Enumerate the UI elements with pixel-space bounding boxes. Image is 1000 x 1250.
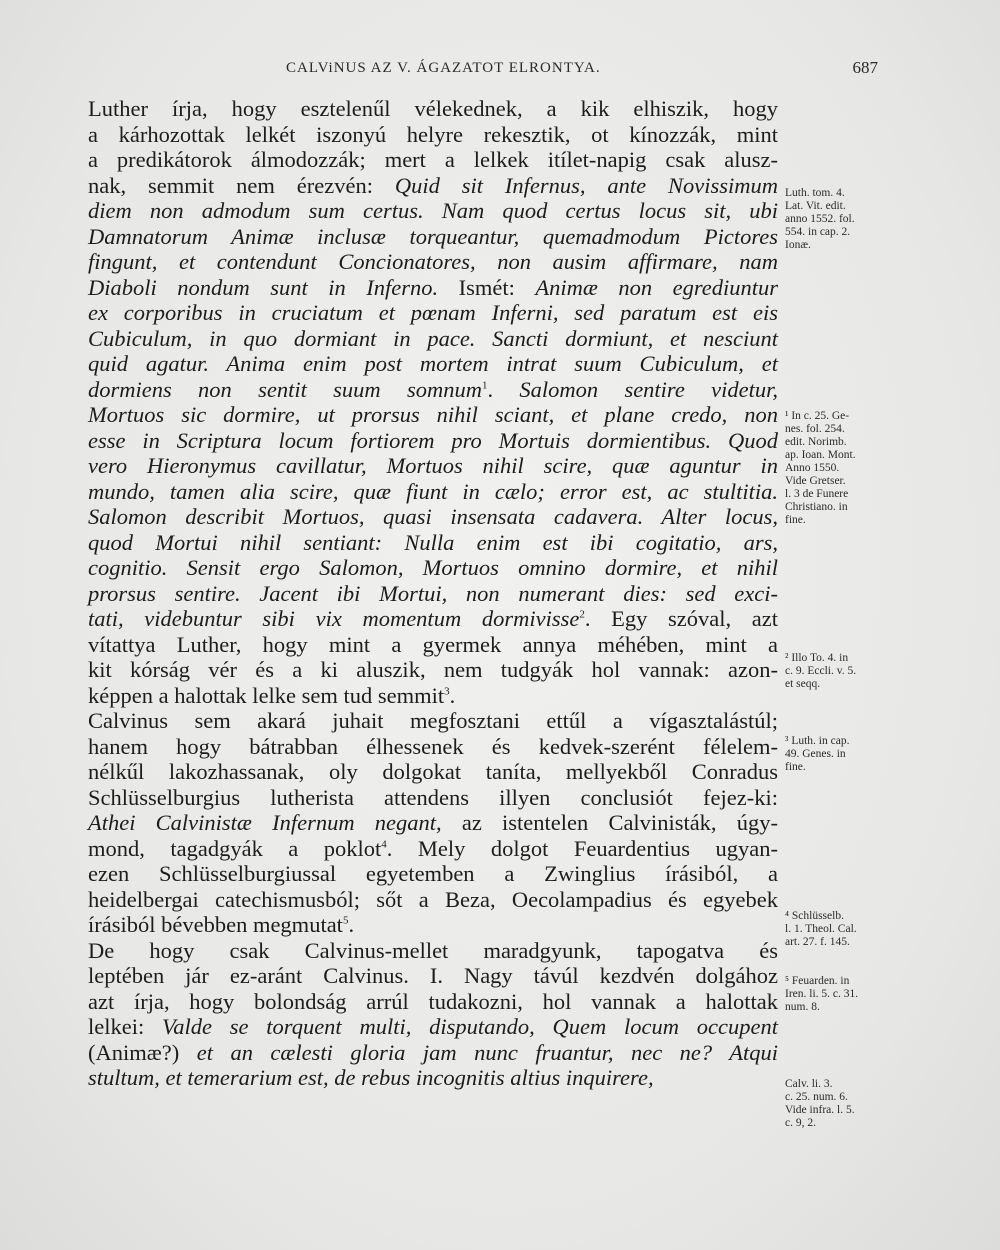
body-text: vítattya Luther, hogy mint a gyermek annya méhében, mint a bbox=[88, 631, 778, 657]
latin-quote-text: et an cælesti gloria jam nunc fruantur, nec ne? Atqui bbox=[196, 1039, 778, 1065]
text-line bbox=[88, 632, 778, 658]
margin-note-line: ³ Luth. in cap. bbox=[785, 735, 850, 747]
text-line bbox=[88, 402, 778, 428]
latin-quote-text: vero Hieronymus cavillatur, Mortuos nihil scire, quæ aguntur in bbox=[88, 453, 778, 478]
latin-quote-text: tati, videbuntur sibi vix momentum dormivisse bbox=[88, 606, 580, 631]
margin-note-line: Vide Gretser. bbox=[785, 475, 846, 487]
body-text: az istentelen Calvinisták, úgy- bbox=[441, 810, 778, 835]
margin-note-line: 49. Genes. in bbox=[785, 748, 846, 760]
margin-note-line: fine. bbox=[785, 514, 806, 526]
margin-note-line: edit. Norimb. bbox=[785, 436, 847, 448]
text-line bbox=[88, 122, 778, 148]
margin-note-line: ⁵ Feuarden. in bbox=[785, 975, 850, 987]
latin-quote-text: dormiens non sentit suum somnum bbox=[88, 376, 482, 402]
margin-note-line: l. 3 de Funere bbox=[785, 488, 849, 500]
footnote-marker: 1 bbox=[481, 379, 488, 391]
margin-note-line: 554. in cap. 2. bbox=[785, 226, 851, 238]
body-text: lelkei: bbox=[88, 1014, 162, 1039]
text-line bbox=[88, 581, 778, 607]
body-text: nak, semmit nem érezvén: bbox=[88, 172, 395, 198]
margin-note-line: art. 27. f. 145. bbox=[785, 936, 850, 948]
text-line bbox=[88, 428, 778, 454]
text-line bbox=[88, 912, 778, 938]
footnote-marker: 5 bbox=[342, 914, 349, 927]
page-number: 687 bbox=[852, 58, 878, 77]
body-text: a kárhozottak lelkét iszonyú helyre rekesztik, ot kínozzák, mint bbox=[88, 121, 778, 147]
text-line bbox=[88, 249, 778, 275]
latin-quote-text: Cubiculum, in quo dormiant in pace. Sancti dormiunt, et nesciunt bbox=[88, 325, 778, 351]
body-text: azt írja, hogy bolondság arrúl tudakozni, hol vannak a halottak bbox=[88, 988, 778, 1014]
body-text: heidelbergai catechismusból; sőt a Beza, Oecolampadius és egyebek bbox=[88, 886, 778, 912]
text-line bbox=[88, 147, 778, 173]
latin-quote-text: quod Mortui nihil sentiant: Nulla enim est ibi cogitatio, ars, bbox=[88, 529, 778, 555]
text-line bbox=[88, 326, 778, 352]
latin-quote-text: cognitio. Sensit ergo Salomon, Mortuos omnino dormire, et nihil bbox=[88, 555, 778, 580]
body-text: Schlüsselburgius lutherista attendens illyen conclusiót fejez-ki: bbox=[88, 784, 778, 810]
text-line bbox=[88, 1014, 778, 1040]
margin-note-line: ² Illo To. 4. in bbox=[785, 652, 849, 664]
body-text: mond, tagadgyák a poklot bbox=[88, 835, 382, 861]
latin-quote-text: diem non admodum sum certus. Nam quod certus locus sit, ubi bbox=[88, 198, 778, 223]
latin-quote-text: esse in Scriptura locum fortiorem pro Mortuis dormientibus. Quod bbox=[88, 427, 778, 453]
body-text: . bbox=[449, 682, 456, 708]
footnote-marker: 2 bbox=[579, 608, 585, 621]
text-line bbox=[88, 836, 778, 862]
text-line bbox=[88, 453, 778, 479]
text-line bbox=[88, 989, 778, 1015]
body-text: (Animæ?) bbox=[88, 1039, 197, 1065]
margin-note-line: fine. bbox=[785, 761, 806, 773]
margin-note-line: ap. Ioan. Mont. bbox=[785, 449, 856, 461]
body-text: . bbox=[348, 912, 355, 937]
latin-quote-text: prorsus sentire. Jacent ibi Mortui, non numerant dies: sed exci- bbox=[88, 580, 778, 606]
text-line bbox=[88, 683, 778, 709]
margin-note-line: et seqq. bbox=[785, 678, 821, 690]
text-line bbox=[88, 275, 778, 301]
running-head: CALViNUS AZ V. ÁGAZATOT ELRONTYA. bbox=[286, 60, 601, 76]
margin-note-line: c. 25. num. 6. bbox=[785, 1091, 848, 1103]
body-text: kit kórság vér és a ki aluszik, nem tudgyák hol vannak: azon- bbox=[88, 657, 778, 682]
margin-note-line: nes. fol. 254. bbox=[785, 423, 845, 435]
text-line bbox=[88, 887, 778, 913]
text-line bbox=[88, 1040, 778, 1066]
margin-note bbox=[785, 1078, 855, 1130]
text-line bbox=[88, 861, 778, 887]
body-text: a predikátorok álmodozzák; mert a lelkek itílet-napig csak alusz- bbox=[88, 147, 778, 172]
latin-quote-text: Quid sit Infernus, ante Novissimum bbox=[394, 172, 778, 198]
text-line bbox=[88, 963, 778, 989]
latin-quote-text: Damnatorum Animæ inclusæ torqueantur, quemadmodum Pictores bbox=[88, 223, 778, 249]
text-line bbox=[88, 530, 778, 556]
margin-note-line: num. 8. bbox=[785, 1001, 820, 1013]
margin-note-line: Anno 1550. bbox=[785, 462, 840, 474]
latin-quote-text: Salomon describit Mortuos, quasi insensata cadavera. Alter locus, bbox=[88, 504, 778, 529]
footnote-marker: 4 bbox=[381, 838, 387, 850]
body-text: Ismét: bbox=[438, 274, 536, 300]
latin-quote-text: Athei Calvinistæ Infernum negant, bbox=[88, 810, 442, 835]
body-text: képpen a halottak lelke sem tud semmit bbox=[88, 682, 445, 708]
latin-quote-text: quid agatur. Anima enim post mortem intrat suum Cubiculum, et bbox=[88, 351, 778, 376]
margin-note bbox=[785, 410, 856, 527]
text-line bbox=[88, 224, 778, 250]
main-text-column bbox=[88, 96, 778, 1091]
body-text: Luther írja, hogy esztelenűl vélekednek, a kik elhiszik, hogy bbox=[88, 96, 778, 121]
margin-note-line: c. 9. Eccli. v. 5. bbox=[785, 665, 857, 677]
body-text: . Mely dolgot Feuardentius ugyan- bbox=[386, 835, 779, 861]
text-line bbox=[88, 606, 778, 632]
body-text: leptében jár ez-aránt Calvinus. I. Nagy távúl kezdvén dolgához bbox=[88, 963, 778, 988]
margin-note-line: l. 1. Theol. Cal. bbox=[785, 923, 857, 935]
text-line bbox=[88, 708, 778, 734]
text-line bbox=[88, 351, 778, 377]
page-header bbox=[88, 60, 878, 82]
margin-note-line: Vide infra. l. 5. bbox=[785, 1104, 855, 1116]
margin-note-line: Christiano. in bbox=[785, 501, 848, 513]
text-line bbox=[88, 198, 778, 224]
body-text: . Egy szóval, azt bbox=[584, 606, 778, 631]
text-line bbox=[88, 810, 778, 836]
margin-note-line: ⁴ Schlüsselb. bbox=[785, 910, 844, 922]
body-text: . bbox=[487, 376, 520, 402]
text-line bbox=[88, 657, 778, 683]
text-line bbox=[88, 300, 778, 326]
margin-note-line: c. 9, 2. bbox=[785, 1117, 816, 1129]
text-line bbox=[88, 479, 778, 505]
body-text: hanem hogy bátrabban élhessenek és kedvek-szerént félelem- bbox=[88, 733, 778, 759]
body-text: Calvinus sem akará juhait megfosztani ettűl a vígasztalástúl; bbox=[88, 708, 778, 733]
margin-note-line: Ionæ. bbox=[785, 239, 811, 251]
margin-note bbox=[785, 975, 858, 1014]
text-line bbox=[88, 785, 778, 811]
body-text: ezen Schlüsselburgiussal egyetemben a Zwinglius írásiból, a bbox=[88, 861, 778, 886]
margin-note-line: Iren. li. 5. c. 31. bbox=[785, 988, 859, 1000]
latin-quote-text: stultum, et temerarium est, de rebus incognitis altius inquirere, bbox=[88, 1065, 654, 1090]
text-line bbox=[88, 938, 778, 964]
margin-note bbox=[785, 910, 857, 949]
latin-quote-text: ex corporibus in cruciatum et pœnam Inferni, sed paratum est eis bbox=[88, 300, 778, 325]
text-line bbox=[88, 377, 778, 403]
text-line bbox=[88, 1065, 778, 1091]
body-text: nélkűl lakozhassanak, oly dolgokat taníta, mellyekből Conradus bbox=[88, 759, 778, 784]
body-text: De hogy csak Calvinus-mellet maradgyunk, tapogatva és bbox=[88, 937, 778, 963]
text-line bbox=[88, 734, 778, 760]
latin-quote-text: Animæ non egrediuntur bbox=[535, 274, 778, 300]
margin-note-line: Luth. tom. 4. bbox=[785, 187, 845, 199]
margin-note-line: Calv. li. 3. bbox=[785, 1078, 833, 1090]
margin-note bbox=[785, 735, 849, 774]
latin-quote-text: Salomon sentire videtur, bbox=[519, 376, 779, 402]
latin-quote-text: Diaboli nondum sunt in Inferno. bbox=[88, 274, 439, 300]
margin-note-line: Lat. Vit. edit. bbox=[785, 200, 846, 212]
text-line bbox=[88, 96, 778, 122]
text-line bbox=[88, 759, 778, 785]
text-line bbox=[88, 555, 778, 581]
latin-quote-text: mundo, tamen alia scire, quæ fiunt in cælo; error est, ac stultitia. bbox=[88, 478, 778, 504]
margin-note-line: ¹ In c. 25. Ge- bbox=[785, 410, 850, 422]
footnote-marker: 3 bbox=[444, 685, 450, 697]
margin-note-line: anno 1552. fol. bbox=[785, 213, 855, 225]
latin-quote-text: Mortuos sic dormire, ut prorsus nihil sciant, et plane credo, non bbox=[88, 402, 778, 427]
body-text: írásiból bévebben megmutat bbox=[88, 912, 343, 937]
latin-quote-text: Valde se torquent multi, disputando, Quem locum occupent bbox=[162, 1014, 778, 1039]
text-line bbox=[88, 173, 778, 199]
latin-quote-text: fingunt, et contendunt Concionatores, non ausim affirmare, nam bbox=[88, 249, 778, 274]
margin-note bbox=[785, 652, 856, 691]
margin-note bbox=[785, 187, 855, 252]
text-line bbox=[88, 504, 778, 530]
